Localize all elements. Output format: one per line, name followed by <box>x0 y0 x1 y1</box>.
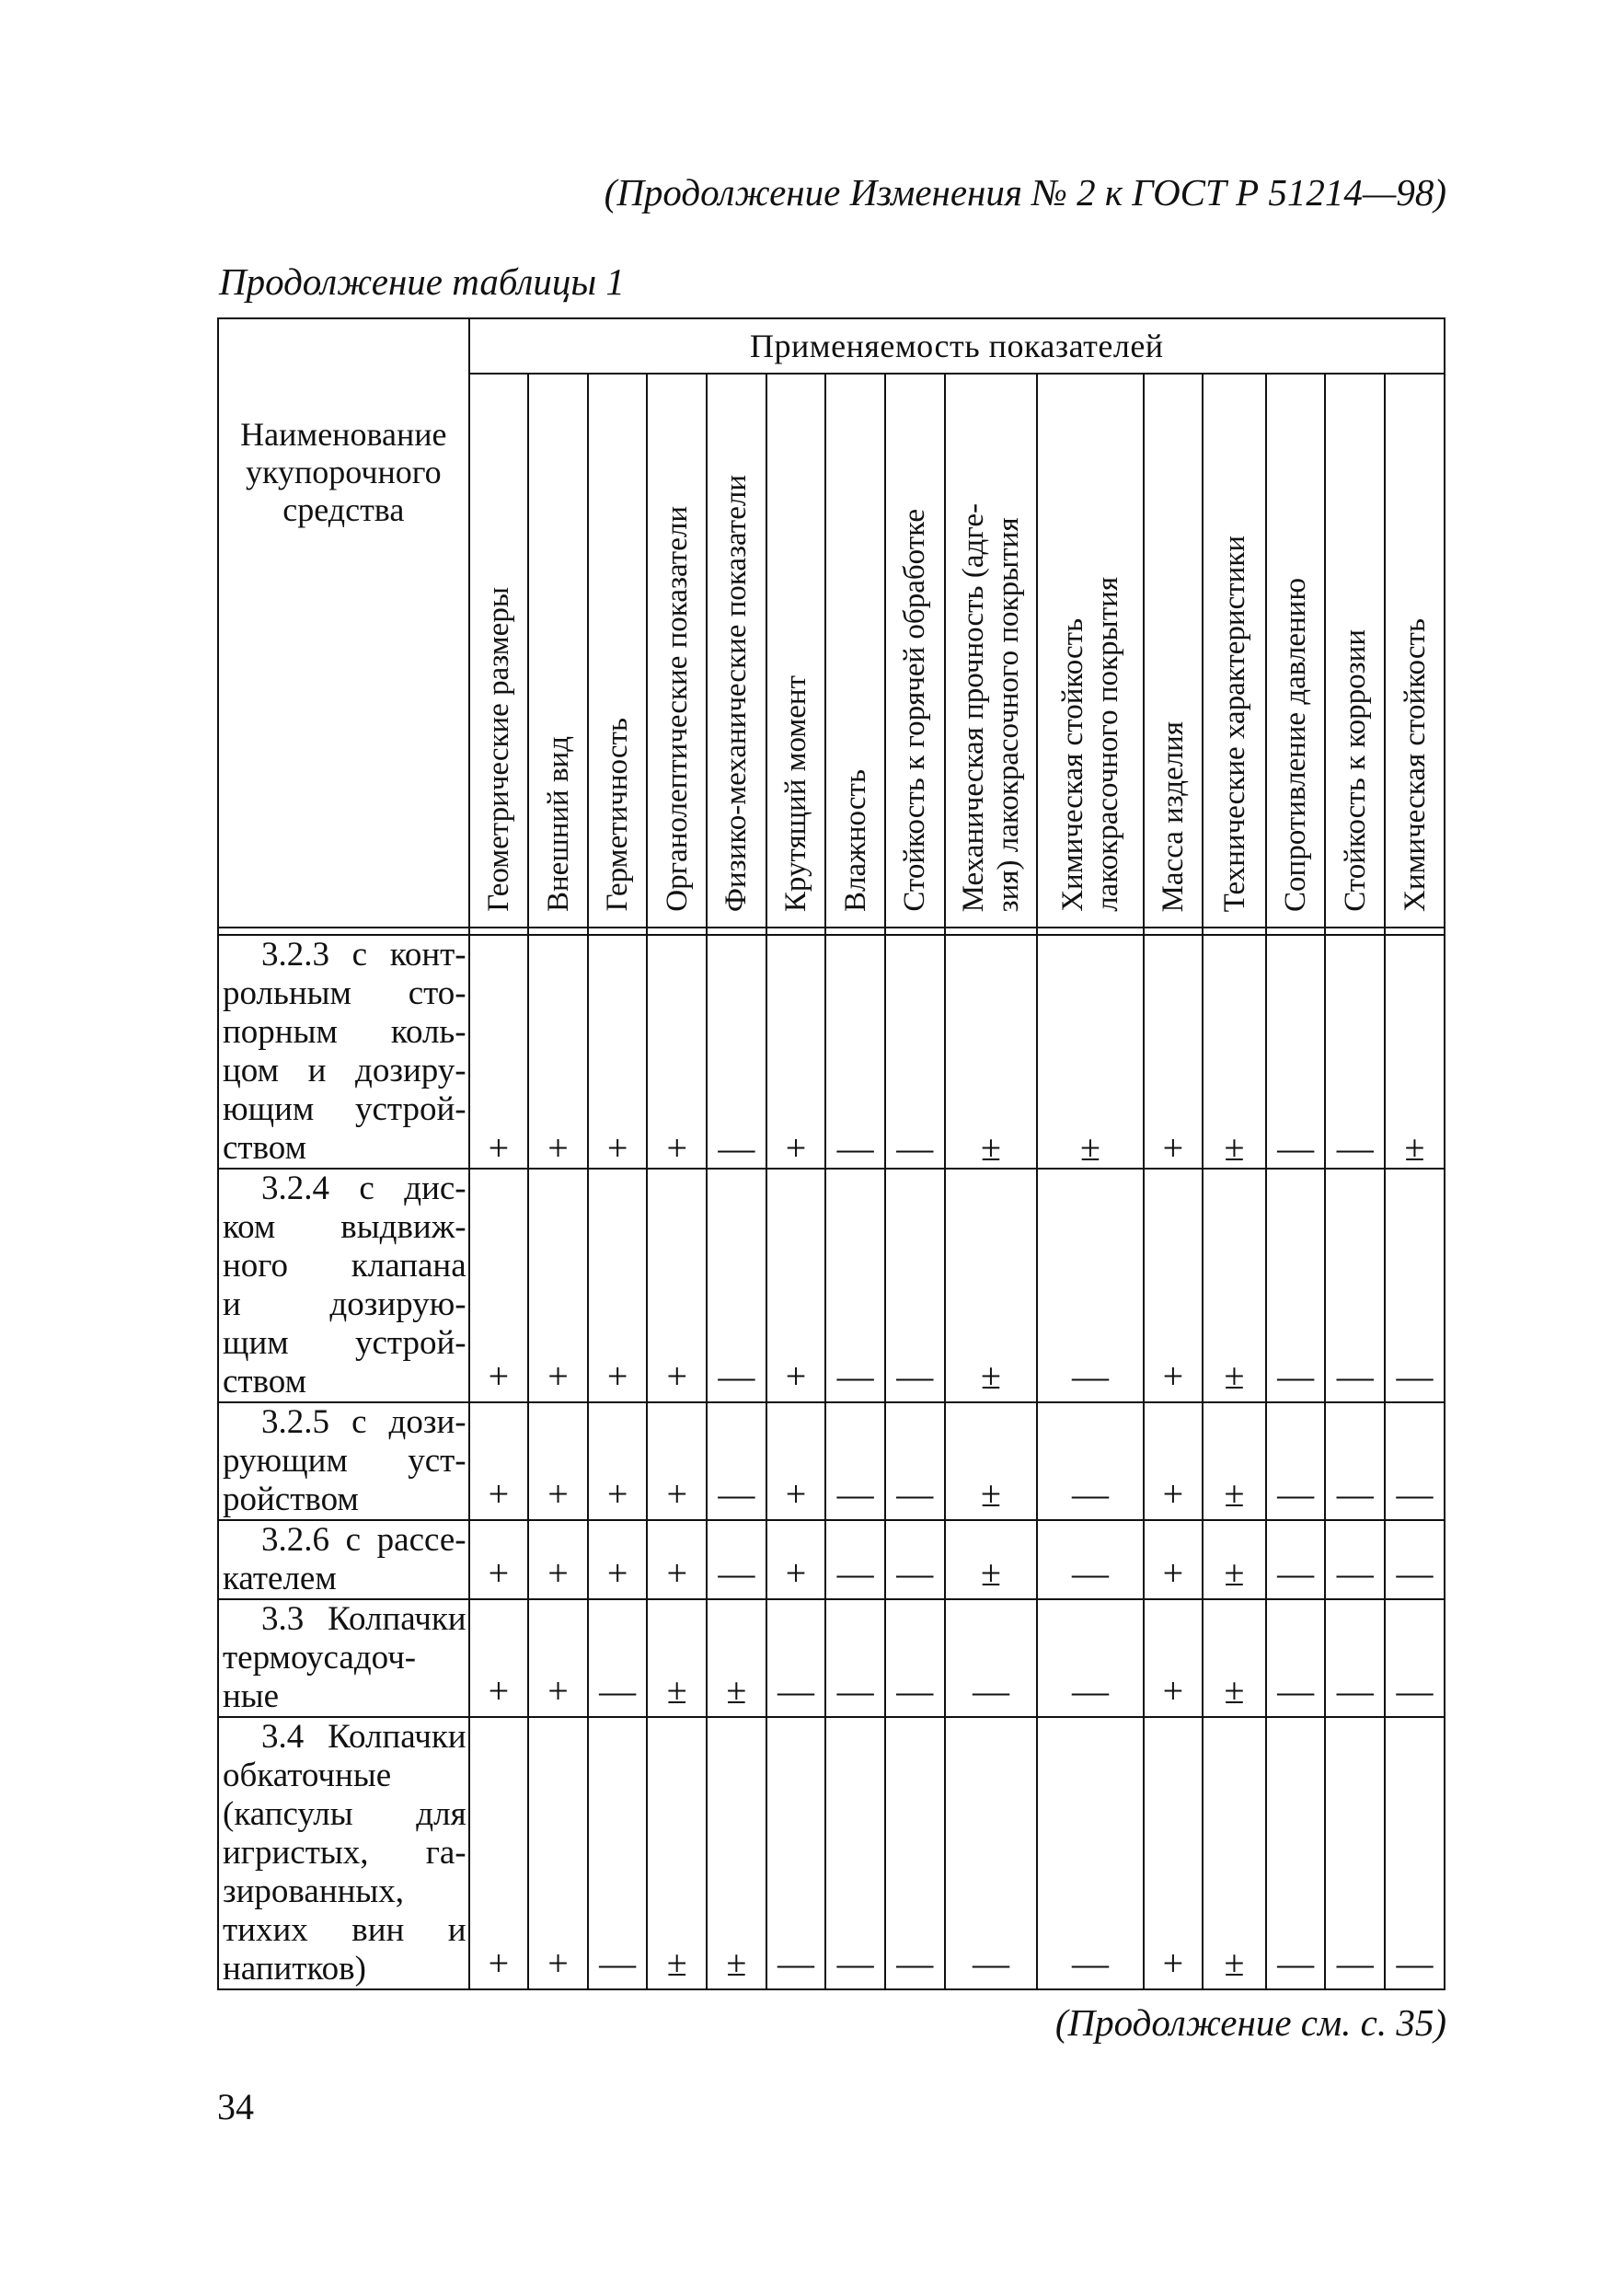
column-header <box>1203 374 1266 928</box>
applicability-cell: + <box>647 1402 707 1520</box>
applicability-cell: + <box>528 1717 588 1989</box>
closure-name-line: кателем <box>223 1560 337 1597</box>
closure-name <box>218 1599 469 1717</box>
header-separator <box>647 928 707 935</box>
closure-name-line: рующим уст- <box>223 1442 466 1480</box>
applicability-cell: — <box>885 1520 945 1599</box>
applicability-cell: + <box>588 935 648 1169</box>
applicability-cell: + <box>528 1402 588 1520</box>
applicability-cell: — <box>766 1599 826 1717</box>
closure-name <box>218 1169 469 1402</box>
applicability-cell: — <box>766 1717 826 1989</box>
applicability-cell: + <box>766 1520 826 1599</box>
applicability-cell: + <box>647 1169 707 1402</box>
table-row <box>218 1520 1445 1599</box>
column-header-line: Химическая стойкость <box>1056 618 1090 912</box>
column-header <box>766 374 826 928</box>
column-header-label <box>541 736 576 912</box>
applicability-cell: — <box>1266 1169 1326 1402</box>
continuation-note: (Продолжение см. с. 35) <box>1054 2001 1446 2044</box>
applicability-cell: ± <box>1203 1169 1266 1402</box>
header-separator <box>528 928 588 935</box>
header-separator <box>1325 928 1385 935</box>
column-header <box>588 374 648 928</box>
header-separator <box>588 928 648 935</box>
column-header-line: Технические характеристики <box>1217 535 1251 912</box>
table-row <box>218 935 1445 1169</box>
applicability-cell: + <box>528 1520 588 1599</box>
applicability-cell: ± <box>1203 1599 1266 1717</box>
closure-name-line: и дозирую- <box>223 1285 466 1323</box>
closure-name-line: зированных, <box>223 1873 405 1910</box>
applicability-cell: — <box>825 1717 885 1989</box>
closure-name-line: ные <box>223 1677 280 1715</box>
applicability-cell: ± <box>1203 1520 1266 1599</box>
applicability-cell: ± <box>1203 935 1266 1169</box>
applicability-cell: — <box>1037 1520 1143 1599</box>
closure-name-line: (капсулы для <box>223 1795 466 1833</box>
applicability-cell: ± <box>945 1520 1038 1599</box>
applicability-cell: ± <box>647 1599 707 1717</box>
closure-name <box>218 1520 469 1599</box>
applicability-cell: + <box>469 1169 529 1402</box>
column-header-label <box>660 506 695 912</box>
closure-name-line: 3.2.4 с дис- <box>261 1170 466 1207</box>
applicability-cell: + <box>528 1599 588 1717</box>
column-header-label <box>1217 536 1252 912</box>
table-caption: Продолжение таблицы 1 <box>219 260 625 303</box>
applicability-cell: — <box>825 935 885 1169</box>
column-header-label <box>778 675 813 912</box>
applicability-cell: — <box>1385 1169 1445 1402</box>
applicability-cell: — <box>588 1717 648 1989</box>
column-header-line: зия) лакокрасочного покрытия <box>991 517 1025 912</box>
column-header-label <box>838 769 873 912</box>
applicability-cell: — <box>945 1599 1038 1717</box>
applicability-cell: + <box>1144 1599 1204 1717</box>
applicability-cell: + <box>766 935 826 1169</box>
header-separator <box>825 928 885 935</box>
applicability-cell: + <box>469 1599 529 1717</box>
applicability-cell: + <box>469 935 529 1169</box>
closure-name <box>218 1717 469 1989</box>
header-separator <box>1203 928 1266 935</box>
applicability-cell: — <box>707 1402 766 1520</box>
column-header-line: Внешний вид <box>541 736 575 912</box>
column-header-line: Герметичность <box>601 718 635 912</box>
applicability-cell: + <box>588 1402 648 1520</box>
applicability-cell: — <box>707 935 766 1169</box>
column-header <box>1385 374 1445 928</box>
table-row <box>218 1717 1445 1989</box>
column-header-label <box>1398 618 1433 912</box>
applicability-cell: — <box>885 935 945 1169</box>
applicability-cell: + <box>588 1169 648 1402</box>
applicability-cell: — <box>1325 1169 1385 1402</box>
column-header-line: Физико-механические показатели <box>720 474 754 912</box>
closure-name-line: термоусадоч- <box>223 1639 417 1677</box>
header-separator <box>945 928 1038 935</box>
column-header-label <box>719 475 754 912</box>
closure-name-line: ющим устрой- <box>223 1090 466 1128</box>
name-header-line: Наименование <box>240 416 447 453</box>
column-header-label <box>1278 578 1313 912</box>
applicability-cell: — <box>825 1169 885 1402</box>
applicability-cell: — <box>1266 1520 1326 1599</box>
applicability-cell: — <box>1037 1717 1143 1989</box>
applicability-cell: + <box>469 1717 529 1989</box>
applicability-cell: + <box>647 1520 707 1599</box>
closure-name-line: ством <box>223 1363 307 1400</box>
closure-name-line: цом и дозиру- <box>223 1052 466 1089</box>
applicability-cell: + <box>469 1402 529 1520</box>
header-separator <box>1144 928 1204 935</box>
applicability-cell: ± <box>707 1599 766 1717</box>
column-header-line: Сопротивление давлению <box>1279 578 1313 912</box>
applicability-cell: — <box>1037 1599 1143 1717</box>
column-header-line: Стойкость к коррозии <box>1338 629 1372 912</box>
name-header-line: укупорочного <box>246 454 442 490</box>
column-header-label <box>600 718 635 912</box>
column-header <box>885 374 945 928</box>
column-header-label <box>1156 721 1191 912</box>
closure-name <box>218 935 469 1169</box>
applicability-cell: + <box>1144 1717 1204 1989</box>
applicability-cell: — <box>1266 1599 1326 1717</box>
header-separator <box>1037 928 1143 935</box>
closure-name-line: 3.4 Колпачки <box>261 1718 466 1756</box>
applicability-cell: + <box>588 1520 648 1599</box>
applicability-cell: — <box>825 1599 885 1717</box>
column-header-name <box>218 318 469 928</box>
applicability-cell: — <box>825 1520 885 1599</box>
applicability-cell: — <box>588 1599 648 1717</box>
closure-name-line: 3.2.6 с рассе- <box>261 1521 466 1559</box>
applicability-cell: + <box>469 1520 529 1599</box>
column-header-line: Геометрические размеры <box>481 587 515 912</box>
applicability-cell: ± <box>707 1717 766 1989</box>
column-header-label <box>956 503 1026 912</box>
table-row <box>218 1402 1445 1520</box>
applicability-cell: ± <box>647 1717 707 1989</box>
applicability-cell: — <box>1325 935 1385 1169</box>
applicability-cell: + <box>528 935 588 1169</box>
column-header-label <box>1055 577 1125 912</box>
closure-name-line: обкаточные <box>223 1757 392 1794</box>
column-header-label <box>897 509 932 912</box>
closure-name-line: ного клапана <box>223 1247 466 1285</box>
applicability-cell: — <box>885 1717 945 1989</box>
applicability-cell: — <box>707 1169 766 1402</box>
column-header <box>825 374 885 928</box>
applicability-cell: — <box>1037 1169 1143 1402</box>
applicability-cell: + <box>1144 1169 1204 1402</box>
applicability-cell: — <box>1266 1402 1326 1520</box>
column-header <box>1325 374 1385 928</box>
applicability-cell: — <box>885 1402 945 1520</box>
header-separator <box>469 928 529 935</box>
applicability-cell: + <box>1144 935 1204 1169</box>
applicability-cell: — <box>1325 1520 1385 1599</box>
closure-name-line: ством <box>223 1129 307 1167</box>
applicability-cell: — <box>1266 935 1326 1169</box>
applicability-cell: — <box>1385 1599 1445 1717</box>
applicability-cell: — <box>1385 1717 1445 1989</box>
column-header <box>1037 374 1143 928</box>
header-separator <box>218 928 469 935</box>
closure-name-line: напитков) <box>223 1950 366 1988</box>
closure-name <box>218 1402 469 1520</box>
applicability-cell: + <box>528 1169 588 1402</box>
column-header-line: лакокрасочного покрытия <box>1091 577 1125 912</box>
applicability-cell: ± <box>945 1402 1038 1520</box>
column-header-line: Органолептические показатели <box>660 506 694 912</box>
applicability-cell: — <box>1385 1402 1445 1520</box>
applicability-cell: ± <box>945 1169 1038 1402</box>
closure-name-line: ком выдвиж- <box>223 1208 466 1246</box>
column-header <box>528 374 588 928</box>
column-header-line: Влажность <box>838 768 872 912</box>
table-row <box>218 1169 1445 1402</box>
applicability-cell: + <box>1144 1520 1204 1599</box>
applicability-cell: ± <box>1203 1402 1266 1520</box>
applicability-cell: + <box>766 1402 826 1520</box>
name-header-line: средства <box>282 491 405 528</box>
column-header-line: Крутящий момент <box>778 674 812 912</box>
column-header-line: Химическая стойкость <box>1398 618 1432 912</box>
applicability-cell: — <box>945 1717 1038 1989</box>
header-separator <box>1385 928 1445 935</box>
column-header <box>647 374 707 928</box>
applicability-cell: — <box>1037 1402 1143 1520</box>
applicability-cell: — <box>1266 1717 1326 1989</box>
closure-name-line: игристых, га- <box>223 1834 466 1872</box>
applicability-cell: — <box>885 1169 945 1402</box>
header-separator <box>707 928 766 935</box>
column-header-line: Механическая прочность (адге- <box>956 502 990 912</box>
applicability-cell: + <box>1144 1402 1204 1520</box>
applicability-cell: — <box>1385 1520 1445 1599</box>
applicability-cell: ± <box>1037 935 1143 1169</box>
document-header-note: (Продолжение Изменения № 2 к ГОСТ Р 51214—98) <box>604 171 1446 213</box>
applicability-table <box>217 317 1445 1990</box>
applicability-cell: ± <box>945 935 1038 1169</box>
column-header <box>1144 374 1204 928</box>
closure-name-line: ройством <box>223 1481 359 1518</box>
closure-name-line: щим устрой- <box>223 1324 466 1362</box>
applicability-cell: — <box>1325 1599 1385 1717</box>
column-header <box>469 374 529 928</box>
closure-name-line: рольным сто- <box>223 974 466 1012</box>
applicability-cell: + <box>766 1169 826 1402</box>
applicability-cell: — <box>1325 1717 1385 1989</box>
column-header-label <box>1338 629 1373 912</box>
applicability-cell: — <box>885 1599 945 1717</box>
closure-name-line: 3.2.3 с конт- <box>261 936 466 974</box>
applicability-cell: ± <box>1385 935 1445 1169</box>
applicability-cell: — <box>825 1402 885 1520</box>
closure-name-line: порным коль- <box>223 1013 466 1051</box>
page-number: 34 <box>217 2086 254 2127</box>
column-header-label <box>481 587 516 912</box>
closure-name-line: тихих вин и <box>223 1911 466 1949</box>
group-header-applicability: Применяемость показателей <box>469 318 1445 374</box>
applicability-cell: ± <box>1203 1717 1266 1989</box>
column-header <box>1266 374 1326 928</box>
table-row <box>218 1599 1445 1717</box>
header-separator <box>885 928 945 935</box>
column-header-line: Стойкость к горячей обработке <box>898 509 932 912</box>
header-separator <box>766 928 826 935</box>
column-header <box>945 374 1038 928</box>
column-header <box>707 374 766 928</box>
header-separator <box>1266 928 1326 935</box>
applicability-cell: — <box>1325 1402 1385 1520</box>
closure-name-line: 3.3 Колпачки <box>261 1600 466 1638</box>
column-header-line: Масса изделия <box>1156 720 1190 912</box>
closure-name-line: 3.2.5 с дози- <box>261 1403 466 1441</box>
applicability-cell: — <box>707 1520 766 1599</box>
applicability-cell: + <box>647 935 707 1169</box>
